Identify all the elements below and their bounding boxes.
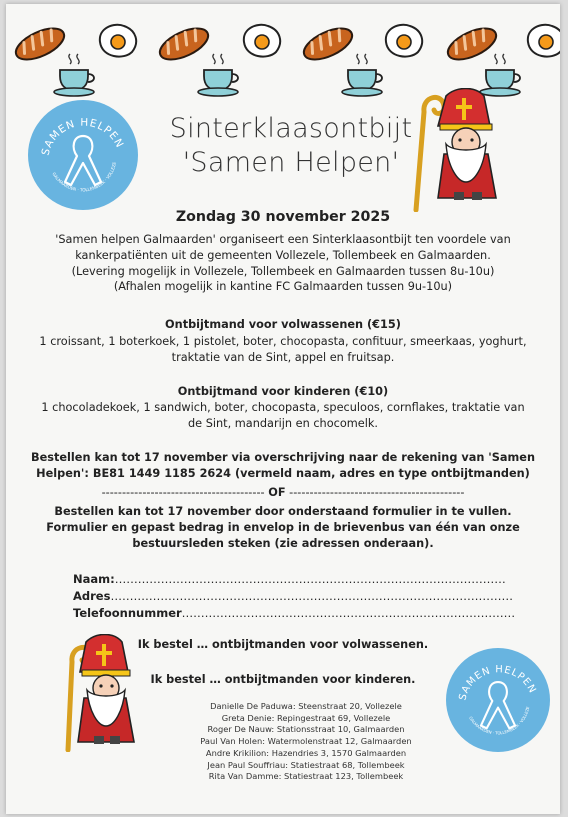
page-title [156, 112, 426, 180]
name-field[interactable] [73, 572, 506, 586]
intro-line: 'Samen helpen Galmaarden' organiseert een Sinterklaasontbijt ten voordele van [55, 233, 511, 246]
phone-field[interactable] [73, 606, 515, 620]
kids-basket-heading: Ontbijtmand voor kinderen (€10) [177, 385, 389, 398]
address-field-line[interactable]: …………………………………………………………………………………………… [110, 589, 513, 603]
address-line: Roger De Nauw: Stationsstraat 10, Galmaarden [207, 724, 405, 735]
divider-word: OF [268, 486, 286, 499]
intro-line: (Levering mogelijk in Vollezele, Tollembeek en Galmaarden tussen 8u-10u) [71, 264, 495, 278]
address-line: Paul Van Holen: Watermolenstraat 12, Galmaarden [200, 736, 412, 747]
address-line: Jean Paul Souffriau: Statiestraat 68, Tollembeek [207, 759, 405, 770]
order-line: Helpen': BE81 1449 1185 2624 (vermeld naam, adres en type ontbijtmanden) [36, 466, 530, 480]
title-line-1: Sinterklaasontbijt [169, 113, 413, 144]
svg-text:GALMAARDEN · TOLLEMBEEK · VOLL: GALMAARDEN · TOLLEMBEEK · VOLLEZE [468, 706, 531, 736]
address-line: Rita Van Damme: Statiestraat 123, Tollembeek [208, 771, 404, 782]
order-line: Formulier en gepast bedrag in envelop in de brievenbus van één van onze [46, 520, 520, 534]
divider-right: ------------------------------------------- [289, 486, 465, 499]
phone-field-line[interactable]: …………………………………………………………………………… [181, 606, 516, 620]
address-line: Andre Krikilion: Hazendries 3, 1570 Galmaarden [205, 747, 407, 758]
address-field-label: Adres [73, 589, 111, 603]
order-line: Bestellen kan tot 17 november via overschrijving naar de rekening van 'Samen [31, 451, 535, 464]
svg-text:SAMEN HELPEN: SAMEN HELPEN [457, 664, 539, 702]
basket-line: traktatie van de Sint, appel en fruitsap. [171, 350, 395, 364]
basket-line: 1 croissant, 1 boterkoek, 1 pistolet, boter, chocopasta, confituur, smeerkaas, yoghurt, [39, 335, 527, 348]
order-kids-line[interactable]: Ik bestel … ontbijtmanden voor kinderen. [150, 673, 416, 686]
or-divider [6, 485, 560, 501]
divider-left: ---------------------------------------- [101, 486, 265, 499]
flyer-sheet [6, 4, 560, 814]
samen-helpen-logo-top [28, 100, 138, 210]
intro-line: kankerpatiënten uit de gemeenten Vollezele, Tollembeek en Galmaarden. [75, 248, 491, 262]
board-addresses [186, 701, 426, 783]
order-adults-line[interactable]: Ik bestel … ontbijtmanden voor volwassenen. [137, 638, 429, 651]
address-line: Danielle De Paduwa: Steenstraat 20, Vollezele [210, 701, 402, 711]
order-transfer-text [6, 450, 560, 482]
name-field-line[interactable]: ………………………………………………………………………………………… [114, 572, 506, 586]
title-line-2: 'Samen Helpen' [182, 147, 400, 178]
kids-basket-contents [6, 400, 560, 432]
intro-line: (Afhalen mogelijk in kantine FC Galmaarden tussen 9u-10u) [113, 280, 453, 294]
adult-basket-contents [6, 334, 560, 366]
order-line: bestuursleden steken (zie adressen onderaan). [132, 536, 434, 550]
svg-text:GALMAARDEN · TOLLEMBEEK · VOLL: GALMAARDEN · TOLLEMBEEK · VOLLEZE [51, 161, 117, 193]
adult-basket-heading: Ontbijtmand voor volwassenen (€15) [165, 318, 401, 331]
order-form-text [6, 504, 560, 551]
intro-text [6, 232, 560, 295]
phone-field-label: Telefoonnummer [73, 606, 182, 620]
sinterklaas-illustration-bottom [46, 634, 146, 752]
name-field-label: Naam: [73, 572, 115, 586]
basket-line: de Sint, mandarijn en chocomelk. [188, 416, 378, 430]
samen-helpen-logo-bottom [446, 648, 550, 752]
basket-line: 1 chocoladekoek, 1 sandwich, boter, chocopasta, speculoos, cornflakes, traktatie van [41, 401, 525, 414]
event-date: Zondag 30 november 2025 [175, 209, 391, 225]
svg-text:SAMEN HELPEN: SAMEN HELPEN [39, 116, 126, 157]
address-field[interactable] [73, 589, 513, 603]
sinterklaas-illustration-top [402, 88, 512, 212]
address-line: Greta Denie: Repingestraat 69, Vollezele [221, 712, 391, 723]
order-line: Bestellen kan tot 17 november door onderstaand formulier in te vullen. [54, 505, 512, 518]
